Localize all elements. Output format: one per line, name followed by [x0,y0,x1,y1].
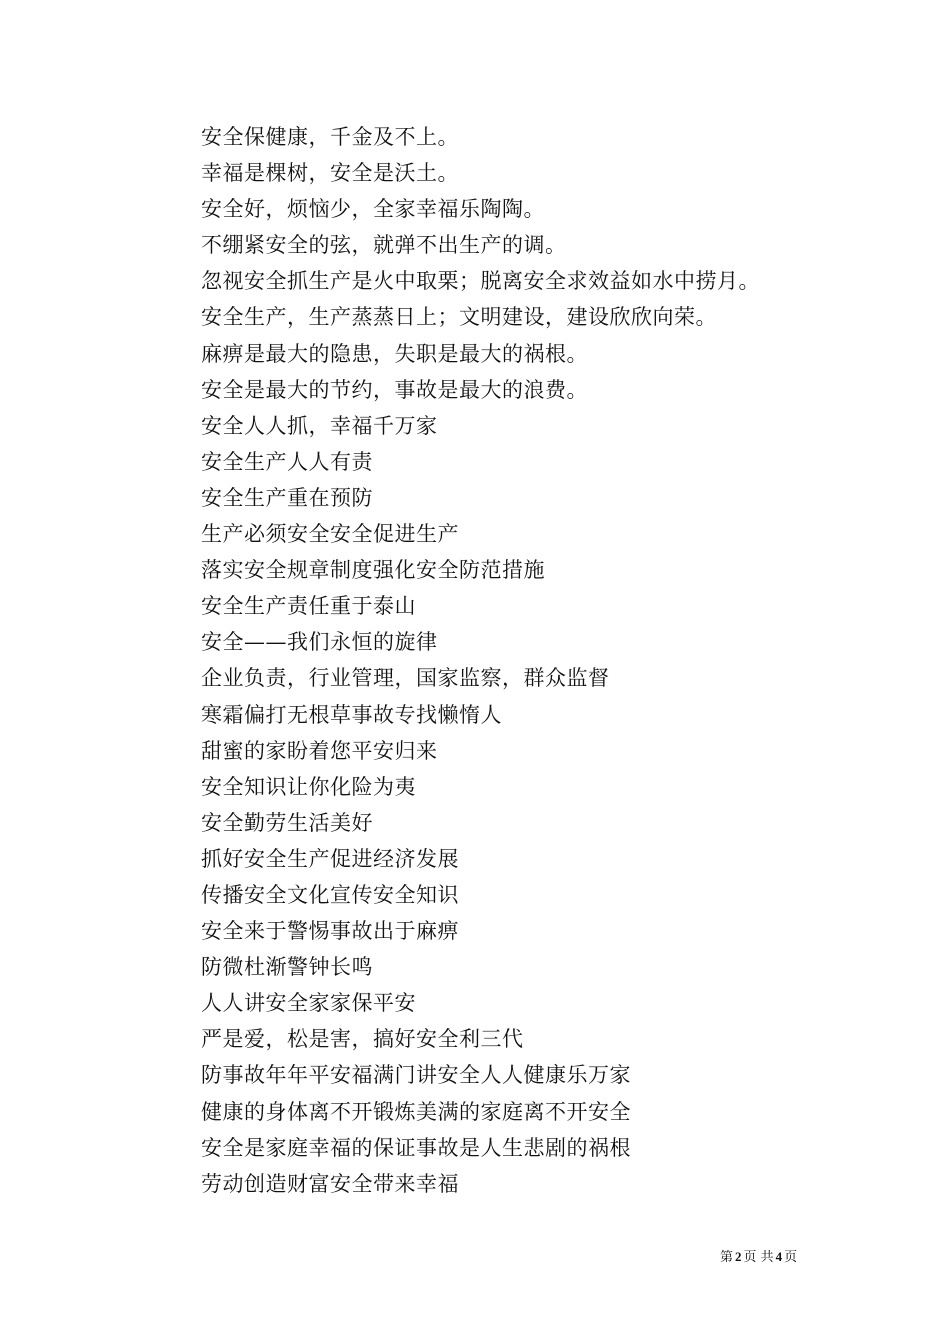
slogan-line: 劳动创造财富安全带来幸福 [201,1171,459,1196]
slogan-line: 安全好，烦恼少，全家幸福乐陶陶。 [201,197,545,222]
slogan-line: 忽视安全抓生产是火中取栗；脱离安全求效益如水中捞月。 [201,269,760,294]
slogan-line: 安全勤劳生活美好 [201,810,373,835]
slogan-line: 健康的身体离不开锻炼美满的家庭离不开安全 [201,1099,631,1124]
slogan-line: 甜蜜的家盼着您平安归来 [201,738,438,763]
slogan-line: 企业负责，行业管理，国家监察，群众监督 [201,666,610,691]
slogan-line: 麻痹是最大的隐患，失职是最大的祸根。 [201,341,588,366]
slogan-line: 幸福是棵树，安全是沃土。 [201,161,459,186]
slogan-line: 寒霜偏打无根草事故专找懒惰人 [201,702,502,727]
slogan-line: 防微杜渐警钟长鸣 [201,955,373,980]
slogan-line: 安全来于警惕事故出于麻痹 [201,919,459,944]
slogan-line: 抓好安全生产促进经济发展 [201,846,459,871]
slogan-line: 生产必须安全安全促进生产 [201,522,459,547]
current-page-number: 2 [735,1249,742,1264]
slogan-line: 安全生产责任重于泰山 [201,594,416,619]
slogan-line: 安全——我们永恒的旋律 [201,630,438,655]
slogan-line: 人人讲安全家家保平安 [201,991,416,1016]
total-page-number: 4 [775,1249,783,1264]
page-footer [720,1246,797,1265]
slogan-line: 防事故年年平安福满门讲安全人人健康乐万家 [201,1063,631,1088]
slogan-line: 严是爱，松是害，搞好安全利三代 [201,1027,524,1052]
slogan-line: 安全人人抓，幸福千万家 [201,413,438,438]
slogan-line: 传播安全文化宣传安全知识 [201,882,459,907]
slogan-line: 安全是家庭幸福的保证事故是人生悲剧的祸根 [201,1135,631,1160]
footer-middle: 页 共 [743,1250,774,1265]
footer-suffix: 页 [784,1250,798,1265]
slogan-line: 安全保健康，千金及不上。 [201,125,459,149]
footer-prefix: 第 [720,1250,734,1265]
slogan-list [201,119,760,1202]
slogan-line: 安全生产重在预防 [201,485,373,510]
slogan-line: 落实安全规章制度强化安全防范措施 [201,558,545,583]
slogan-line: 安全生产人人有责 [201,449,373,474]
slogan-line: 安全是最大的节约，事故是最大的浪费。 [201,377,588,402]
slogan-line: 不绷紧安全的弦，就弹不出生产的调。 [201,233,567,258]
slogan-line: 安全生产，生产蒸蒸日上；文明建设，建设欣欣向荣。 [201,305,717,330]
slogan-line: 安全知识让你化险为夷 [201,774,416,799]
